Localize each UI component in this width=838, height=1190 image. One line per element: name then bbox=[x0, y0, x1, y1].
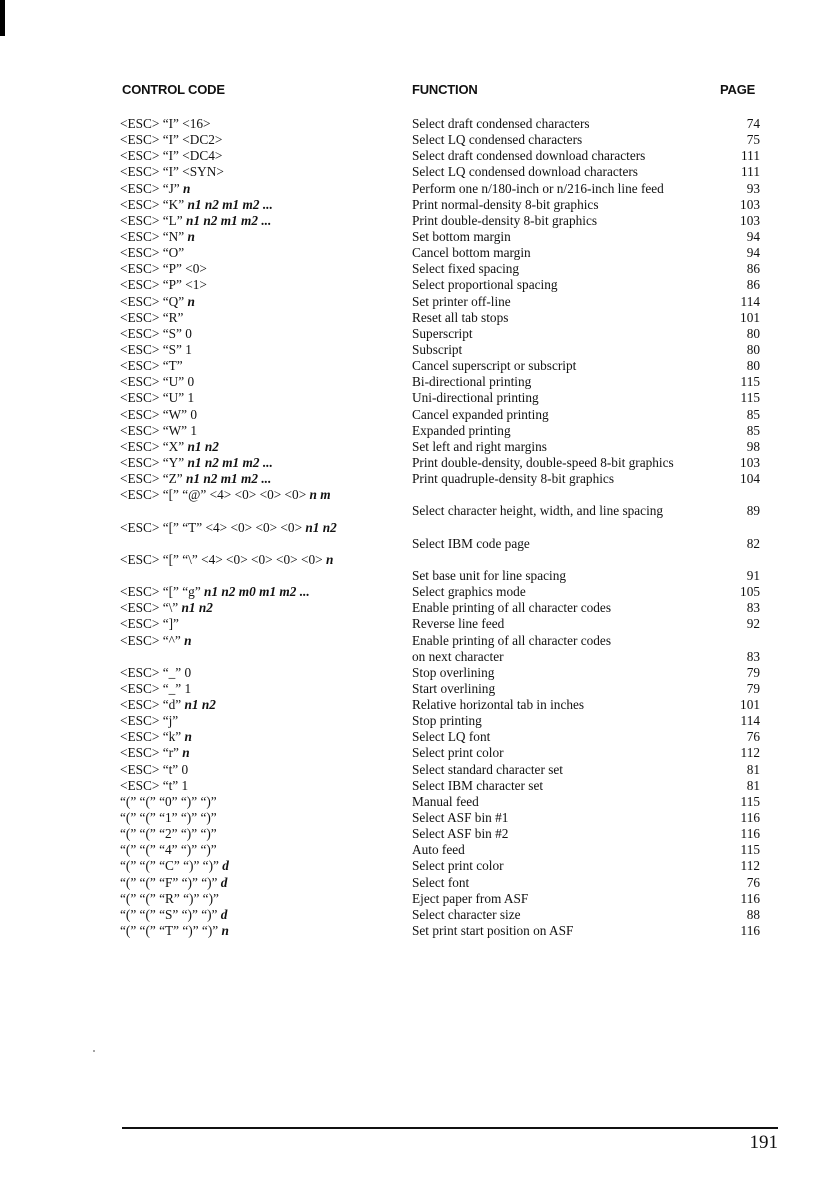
control-code-cell bbox=[120, 552, 333, 568]
function-cell: Start overlining bbox=[412, 680, 496, 696]
control-code-cell bbox=[120, 697, 216, 713]
table-row bbox=[120, 213, 760, 229]
function-cell: Select LQ condensed characters bbox=[412, 132, 583, 148]
function-cell: Select IBM code page bbox=[412, 535, 530, 551]
table-row bbox=[120, 713, 760, 729]
control-code-text: <ESC> “W” 0 bbox=[120, 406, 198, 422]
function-cell: Relative horizontal tab in inches bbox=[412, 697, 585, 713]
table-row bbox=[120, 342, 760, 358]
control-code-cell bbox=[120, 310, 183, 326]
control-code-params: n bbox=[221, 923, 229, 939]
table-row bbox=[120, 891, 760, 907]
table-row bbox=[120, 148, 760, 164]
control-code-text: <ESC> “I” <DC2> bbox=[120, 132, 223, 148]
page-cell: 83 bbox=[746, 648, 760, 664]
table-row bbox=[120, 471, 760, 487]
page-cell: 104 bbox=[740, 471, 760, 487]
table-row bbox=[120, 520, 760, 536]
control-code-text: <ESC> “P” <0> bbox=[120, 261, 207, 277]
table-row bbox=[120, 681, 760, 697]
table-row bbox=[120, 358, 760, 374]
table-row bbox=[120, 390, 760, 406]
control-code-params: n1 n2 m1 m2 ... bbox=[185, 471, 272, 487]
page-cell: 115 bbox=[740, 374, 760, 390]
control-code-text: “(” “(” “4” “)” “)” bbox=[120, 842, 217, 858]
function-cell: Expanded printing bbox=[412, 422, 511, 438]
function-cell: Set base unit for line spacing bbox=[412, 567, 566, 583]
page-cell: 103 bbox=[740, 454, 760, 470]
control-code-text: <ESC> “R” bbox=[120, 309, 184, 325]
function-cell: Reverse line feed bbox=[412, 616, 505, 632]
function-cell: Set bottom margin bbox=[412, 228, 511, 244]
page-cell: 103 bbox=[740, 212, 760, 228]
page-cell: 112 bbox=[740, 745, 760, 761]
control-code-text: <ESC> “J” bbox=[120, 180, 184, 196]
function-cell: Stop overlining bbox=[412, 664, 495, 680]
control-code-text: <ESC> “I” <SYN> bbox=[120, 164, 224, 180]
control-code-text: <ESC> “d” bbox=[120, 697, 185, 713]
page-cell: 101 bbox=[740, 697, 760, 713]
control-code-cell bbox=[120, 277, 207, 293]
control-code-text: <ESC> “W” 1 bbox=[120, 422, 198, 438]
table-row bbox=[120, 778, 760, 794]
control-code-params: n m bbox=[309, 487, 331, 503]
table-row bbox=[120, 907, 760, 923]
page-cell: 103 bbox=[740, 196, 760, 212]
function-cell: Select standard character set bbox=[412, 761, 563, 777]
control-code-text: <ESC> “]” bbox=[120, 616, 179, 632]
page-cell: 105 bbox=[740, 584, 760, 600]
table-row bbox=[120, 132, 760, 148]
function-cell: Print double-density, double-speed 8-bit graphics bbox=[412, 454, 674, 470]
control-code-params: n bbox=[187, 228, 195, 244]
control-code-cell bbox=[120, 762, 188, 778]
page-cell: 93 bbox=[746, 180, 760, 196]
control-code-cell bbox=[120, 858, 229, 874]
footer-rule bbox=[122, 1127, 778, 1129]
page-cell: 80 bbox=[746, 325, 760, 341]
control-code-cell bbox=[120, 600, 213, 616]
function-cell: Perform one n/180-inch or n/216-inch line feed bbox=[412, 180, 664, 196]
page-cell: 88 bbox=[746, 906, 760, 922]
control-code-table bbox=[120, 116, 760, 939]
control-code-cell bbox=[120, 471, 271, 487]
control-code-cell bbox=[120, 826, 217, 842]
control-code-text: <ESC> “r” bbox=[120, 745, 183, 761]
control-code-cell bbox=[120, 455, 273, 471]
control-code-params: n1 n2 bbox=[305, 519, 337, 535]
control-code-cell bbox=[120, 616, 179, 632]
control-code-params: d bbox=[220, 906, 228, 922]
function-cell: Select character height, width, and line spacing bbox=[412, 503, 664, 519]
table-row bbox=[120, 229, 760, 245]
control-code-cell bbox=[120, 520, 337, 536]
control-code-cell bbox=[120, 148, 222, 164]
table-row bbox=[120, 116, 760, 132]
function-cell: Select print color bbox=[412, 858, 504, 874]
table-row bbox=[120, 745, 760, 761]
page-cell: 98 bbox=[746, 438, 760, 454]
table-row bbox=[120, 503, 760, 519]
page-cell: 74 bbox=[746, 116, 760, 131]
function-cell: Cancel superscript or subscript bbox=[412, 358, 577, 374]
control-code-text: <ESC> “t” 0 bbox=[120, 761, 189, 777]
control-code-cell bbox=[120, 907, 227, 923]
control-code-cell bbox=[120, 842, 217, 858]
table-row bbox=[120, 616, 760, 632]
page-cell: 85 bbox=[746, 406, 760, 422]
function-cell: Superscript bbox=[412, 325, 473, 341]
page-cell: 116 bbox=[740, 810, 760, 826]
page-cell: 81 bbox=[746, 761, 760, 777]
control-code-params: n1 n2 bbox=[181, 600, 213, 616]
control-code-text: <ESC> “t” 1 bbox=[120, 777, 189, 793]
control-code-cell bbox=[120, 181, 190, 197]
control-code-cell bbox=[120, 487, 331, 503]
function-cell: Set print start position on ASF bbox=[412, 923, 574, 939]
page-cell: 76 bbox=[746, 874, 760, 890]
table-row bbox=[120, 245, 760, 261]
page-cell: 82 bbox=[746, 535, 760, 551]
page-cell: 86 bbox=[746, 277, 760, 293]
table-row bbox=[120, 310, 760, 326]
table-row bbox=[120, 181, 760, 197]
control-code-cell bbox=[120, 584, 310, 600]
control-code-text: <ESC> “_” 1 bbox=[120, 680, 192, 696]
table-row bbox=[120, 536, 760, 552]
page-cell: 81 bbox=[746, 777, 760, 793]
control-code-text: “(” “(” “2” “)” “)” bbox=[120, 826, 217, 842]
table-row bbox=[120, 423, 760, 439]
control-code-cell bbox=[120, 745, 190, 761]
table-row bbox=[120, 794, 760, 810]
function-cell: Cancel bottom margin bbox=[412, 245, 531, 261]
control-code-cell bbox=[120, 875, 227, 891]
table-row bbox=[120, 277, 760, 293]
page-cell: 94 bbox=[746, 245, 760, 261]
control-code-params: n bbox=[184, 729, 192, 745]
function-cell: Eject paper from ASF bbox=[412, 890, 529, 906]
page-cell: 80 bbox=[746, 341, 760, 357]
control-code-text: <ESC> “I” <16> bbox=[120, 116, 211, 131]
control-code-text: <ESC> “_” 0 bbox=[120, 664, 192, 680]
control-code-text: <ESC> “Z” bbox=[120, 471, 186, 487]
control-code-cell bbox=[120, 778, 188, 794]
control-code-cell bbox=[120, 923, 229, 939]
function-cell: Bi-directional printing bbox=[412, 374, 532, 390]
control-code-params: n1 n2 m1 m2 ... bbox=[185, 212, 272, 228]
control-code-params: n1 n2 m0 m1 m2 ... bbox=[204, 584, 310, 600]
scan-speck bbox=[93, 1050, 95, 1052]
control-code-text: <ESC> “O” bbox=[120, 245, 185, 261]
page-cell: 115 bbox=[740, 842, 760, 858]
page-cell: 80 bbox=[746, 358, 760, 374]
table-row bbox=[120, 842, 760, 858]
control-code-cell bbox=[120, 326, 192, 342]
function-cell: Print quadruple-density 8-bit graphics bbox=[412, 471, 614, 487]
control-code-params: d bbox=[220, 874, 228, 890]
page-cell: 111 bbox=[741, 164, 760, 180]
control-code-cell bbox=[120, 197, 273, 213]
page-cell: 92 bbox=[746, 616, 760, 632]
table-row bbox=[120, 568, 760, 584]
function-cell: Reset all tab stops bbox=[412, 309, 509, 325]
control-code-cell bbox=[120, 794, 217, 810]
control-code-params: n bbox=[183, 180, 191, 196]
page-cell: 94 bbox=[746, 228, 760, 244]
column-header-control-code: CONTROL CODE bbox=[122, 82, 225, 97]
page-cell: 116 bbox=[740, 890, 760, 906]
page-cell: 112 bbox=[740, 858, 760, 874]
table-row bbox=[120, 729, 760, 745]
table-row bbox=[120, 826, 760, 842]
page-cell: 86 bbox=[746, 261, 760, 277]
page-cell: 75 bbox=[746, 132, 760, 148]
page-cell: 116 bbox=[740, 826, 760, 842]
control-code-text: “(” “(” “0” “)” “)” bbox=[120, 793, 217, 809]
table-row bbox=[120, 923, 760, 939]
control-code-text: <ESC> “Y” bbox=[120, 454, 188, 470]
function-cell: Select draft condensed download characters bbox=[412, 148, 646, 164]
control-code-text: “(” “(” “R” “)” “)” bbox=[120, 890, 219, 906]
control-code-cell bbox=[120, 390, 194, 406]
page-cell: 79 bbox=[746, 680, 760, 696]
page-cell: 115 bbox=[740, 793, 760, 809]
table-row bbox=[120, 552, 760, 568]
function-cell: Subscript bbox=[412, 341, 463, 357]
control-code-params: n bbox=[184, 632, 192, 648]
table-row bbox=[120, 810, 760, 826]
control-code-text: <ESC> “U” 0 bbox=[120, 374, 195, 390]
control-code-text: <ESC> “I” <DC4> bbox=[120, 148, 223, 164]
control-code-text: <ESC> “N” bbox=[120, 228, 188, 244]
function-cell: Select draft condensed characters bbox=[412, 116, 590, 131]
page-cell: 111 bbox=[741, 148, 760, 164]
table-row bbox=[120, 697, 760, 713]
function-cell: on next character bbox=[412, 648, 504, 664]
function-cell: Set left and right margins bbox=[412, 438, 547, 454]
control-code-cell bbox=[120, 213, 271, 229]
page-cell: 83 bbox=[746, 600, 760, 616]
control-code-text: “(” “(” “F” “)” “)” bbox=[120, 874, 221, 890]
page-cell: 89 bbox=[746, 503, 760, 519]
table-row bbox=[120, 600, 760, 616]
control-code-cell bbox=[120, 729, 192, 745]
function-cell: Auto feed bbox=[412, 842, 465, 858]
control-code-params: n bbox=[182, 745, 190, 761]
control-code-text: <ESC> “[” “\” <4> <0> <0> <0> <0> bbox=[120, 551, 326, 567]
function-cell: Select character size bbox=[412, 906, 521, 922]
control-code-cell bbox=[120, 374, 194, 390]
table-row bbox=[120, 487, 760, 503]
function-cell: Print normal-density 8-bit graphics bbox=[412, 196, 599, 212]
control-code-cell bbox=[120, 261, 207, 277]
function-cell: Select print color bbox=[412, 745, 504, 761]
function-cell: Select LQ condensed download characters bbox=[412, 164, 638, 180]
control-code-cell bbox=[120, 407, 197, 423]
control-code-cell bbox=[120, 116, 211, 132]
control-code-cell bbox=[120, 891, 219, 907]
control-code-cell bbox=[120, 633, 191, 649]
control-code-text: “(” “(” “1” “)” “)” bbox=[120, 810, 217, 826]
column-header-page: PAGE bbox=[720, 82, 756, 97]
function-cell: Manual feed bbox=[412, 793, 479, 809]
control-code-text: <ESC> “[” “g” bbox=[120, 584, 205, 600]
control-code-cell bbox=[120, 439, 219, 455]
control-code-params: n bbox=[325, 551, 334, 567]
page-cell: 115 bbox=[740, 390, 760, 406]
function-cell: Select proportional spacing bbox=[412, 277, 558, 293]
page-cell: 79 bbox=[746, 664, 760, 680]
page-cell: 116 bbox=[740, 923, 760, 939]
table-row bbox=[120, 197, 760, 213]
control-code-cell bbox=[120, 358, 183, 374]
page-number: 191 bbox=[749, 1132, 778, 1153]
function-cell: Cancel expanded printing bbox=[412, 406, 549, 422]
control-code-text: <ESC> “[” “@” <4> <0> <0> <0> bbox=[120, 487, 310, 503]
table-row bbox=[120, 649, 760, 665]
function-cell: Set printer off-line bbox=[412, 293, 511, 309]
control-code-text: <ESC> “\” bbox=[120, 600, 182, 616]
function-cell: Print double-density 8-bit graphics bbox=[412, 212, 598, 228]
table-row bbox=[120, 875, 760, 891]
control-code-text: <ESC> “k” bbox=[120, 729, 185, 745]
table-row bbox=[120, 584, 760, 600]
table-row bbox=[120, 439, 760, 455]
table-row bbox=[120, 326, 760, 342]
page-cell: 114 bbox=[740, 713, 760, 729]
table-row bbox=[120, 858, 760, 874]
control-code-text: “(” “(” “C” “)” “)” bbox=[120, 858, 223, 874]
control-code-cell bbox=[120, 423, 197, 439]
control-code-text: <ESC> “S” 0 bbox=[120, 325, 192, 341]
table-row bbox=[120, 665, 760, 681]
function-cell: Select LQ font bbox=[412, 729, 491, 745]
function-cell: Enable printing of all character codes bbox=[412, 632, 611, 648]
control-code-text: “(” “(” “S” “)” “)” bbox=[120, 906, 221, 922]
table-row bbox=[120, 164, 760, 180]
control-code-params: n1 n2 bbox=[187, 438, 219, 454]
control-code-cell bbox=[120, 229, 195, 245]
control-code-text: <ESC> “X” bbox=[120, 438, 188, 454]
control-code-text: <ESC> “L” bbox=[120, 212, 186, 228]
control-code-text: <ESC> “U” 1 bbox=[120, 390, 195, 406]
function-cell: Stop printing bbox=[412, 713, 482, 729]
control-code-cell bbox=[120, 132, 222, 148]
control-code-cell bbox=[120, 713, 178, 729]
function-cell: Select font bbox=[412, 874, 470, 890]
control-code-params: d bbox=[222, 858, 229, 874]
table-row bbox=[120, 455, 760, 471]
control-code-params: n1 n2 bbox=[184, 697, 216, 713]
function-cell: Select ASF bin #1 bbox=[412, 810, 509, 826]
page-cell: 76 bbox=[746, 729, 760, 745]
function-cell: Select IBM character set bbox=[412, 777, 544, 793]
control-code-cell bbox=[120, 164, 224, 180]
control-code-params: n1 n2 m1 m2 ... bbox=[187, 454, 273, 470]
control-code-text: <ESC> “Q” bbox=[120, 293, 188, 309]
page-cell: 101 bbox=[740, 309, 760, 325]
control-code-cell bbox=[120, 665, 191, 681]
table-row bbox=[120, 294, 760, 310]
control-code-text: <ESC> “j” bbox=[120, 713, 179, 729]
control-code-params: n bbox=[187, 293, 195, 309]
table-row bbox=[120, 261, 760, 277]
function-cell: Enable printing of all character codes bbox=[412, 600, 611, 616]
function-cell: Uni-directional printing bbox=[412, 390, 539, 406]
control-code-cell bbox=[120, 294, 195, 310]
control-code-text: <ESC> “^” bbox=[120, 632, 185, 648]
control-code-text: <ESC> “S” 1 bbox=[120, 341, 192, 357]
control-code-params: n1 n2 m1 m2 ... bbox=[187, 196, 273, 212]
column-header-function: FUNCTION bbox=[412, 82, 478, 97]
control-code-cell bbox=[120, 342, 192, 358]
control-code-text: <ESC> “T” bbox=[120, 358, 183, 374]
page-cell: 114 bbox=[740, 293, 760, 309]
scan-artifact-bar bbox=[0, 0, 5, 36]
page-cell: 85 bbox=[746, 422, 760, 438]
table-row bbox=[120, 762, 760, 778]
function-cell: Select ASF bin #2 bbox=[412, 826, 509, 842]
function-cell: Select graphics mode bbox=[412, 584, 526, 600]
control-code-cell bbox=[120, 681, 191, 697]
control-code-cell bbox=[120, 245, 184, 261]
table-row bbox=[120, 407, 760, 423]
function-cell: Select fixed spacing bbox=[412, 261, 520, 277]
control-code-text: “(” “(” “T” “)” “)” bbox=[120, 923, 222, 939]
page-cell: 91 bbox=[746, 567, 760, 583]
control-code-text: <ESC> “P” <1> bbox=[120, 277, 207, 293]
table-row bbox=[120, 374, 760, 390]
control-code-text: <ESC> “K” bbox=[120, 196, 188, 212]
table-row bbox=[120, 633, 760, 649]
control-code-text: <ESC> “[” “T” <4> <0> <0> <0> bbox=[120, 519, 306, 535]
control-code-cell bbox=[120, 810, 217, 826]
